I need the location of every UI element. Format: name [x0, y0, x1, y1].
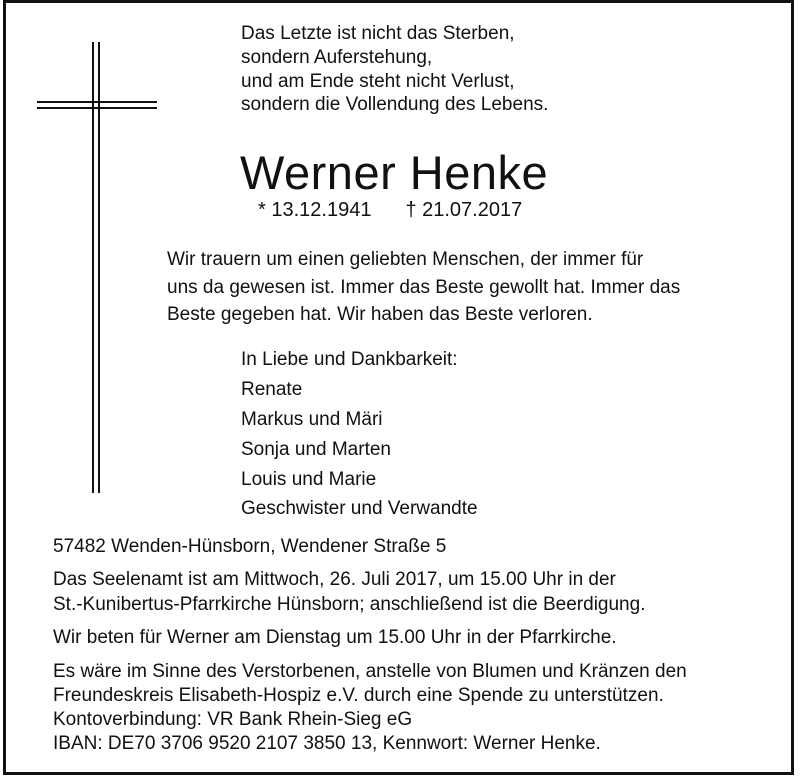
death-date: † 21.07.2017	[405, 199, 523, 221]
mourning-line: Beste gegeben hat. Wir haben das Beste verloren.	[167, 304, 593, 325]
donation-line: IBAN: DE70 3706 9520 2107 3850 13, Kennwort: Werner Henke.	[53, 733, 601, 754]
quote-line: sondern die Vollendung des Lebens.	[241, 94, 549, 115]
family-intro: In Liebe und Dankbarkeit:	[241, 349, 458, 370]
notice-border	[3, 0, 794, 775]
funeral-line: Das Seelenamt ist am Mittwoch, 26. Juli 2017, um 15.00 Uhr in der	[53, 569, 616, 590]
mourning-line: uns da gewesen ist. Immer das Beste gewollt hat. Immer das	[167, 277, 681, 298]
life-dates	[258, 198, 522, 222]
quote-line: Das Letzte ist nicht das Sterben,	[241, 23, 515, 44]
donation-line: Freundeskreis Elisabeth-Hospiz e.V. durch eine Spende zu unterstützen.	[53, 685, 664, 706]
birth-date: * 13.12.1941	[258, 199, 372, 221]
donation-line: Kontoverbindung: VR Bank Rhein-Sieg eG	[53, 709, 413, 730]
funeral-line: St.-Kunibertus-Pfarrkirche Hünsborn; anschließend ist die Beerdigung.	[53, 594, 646, 615]
family-member: Markus und Märi	[241, 409, 383, 430]
family-member: Renate	[241, 379, 303, 400]
family-member: Sonja und Marten	[241, 439, 391, 460]
deceased-name: Werner Henke	[240, 146, 549, 199]
quote-line: und am Ende steht nicht Verlust,	[241, 71, 515, 92]
mourning-line: Wir trauern um einen geliebten Menschen, der immer für	[167, 249, 644, 270]
address: 57482 Wenden-Hünsborn, Wendener Straße 5	[53, 536, 447, 557]
prayer-info: Wir beten für Werner am Dienstag um 15.00 Uhr in der Pfarrkirche.	[53, 627, 617, 648]
family-member: Geschwister und Verwandte	[241, 498, 478, 519]
donation-line: Es wäre im Sinne des Verstorbenen, anstelle von Blumen und Kränzen den	[53, 661, 687, 682]
family-member: Louis und Marie	[241, 469, 377, 490]
quote-line: sondern Auferstehung,	[241, 47, 433, 68]
